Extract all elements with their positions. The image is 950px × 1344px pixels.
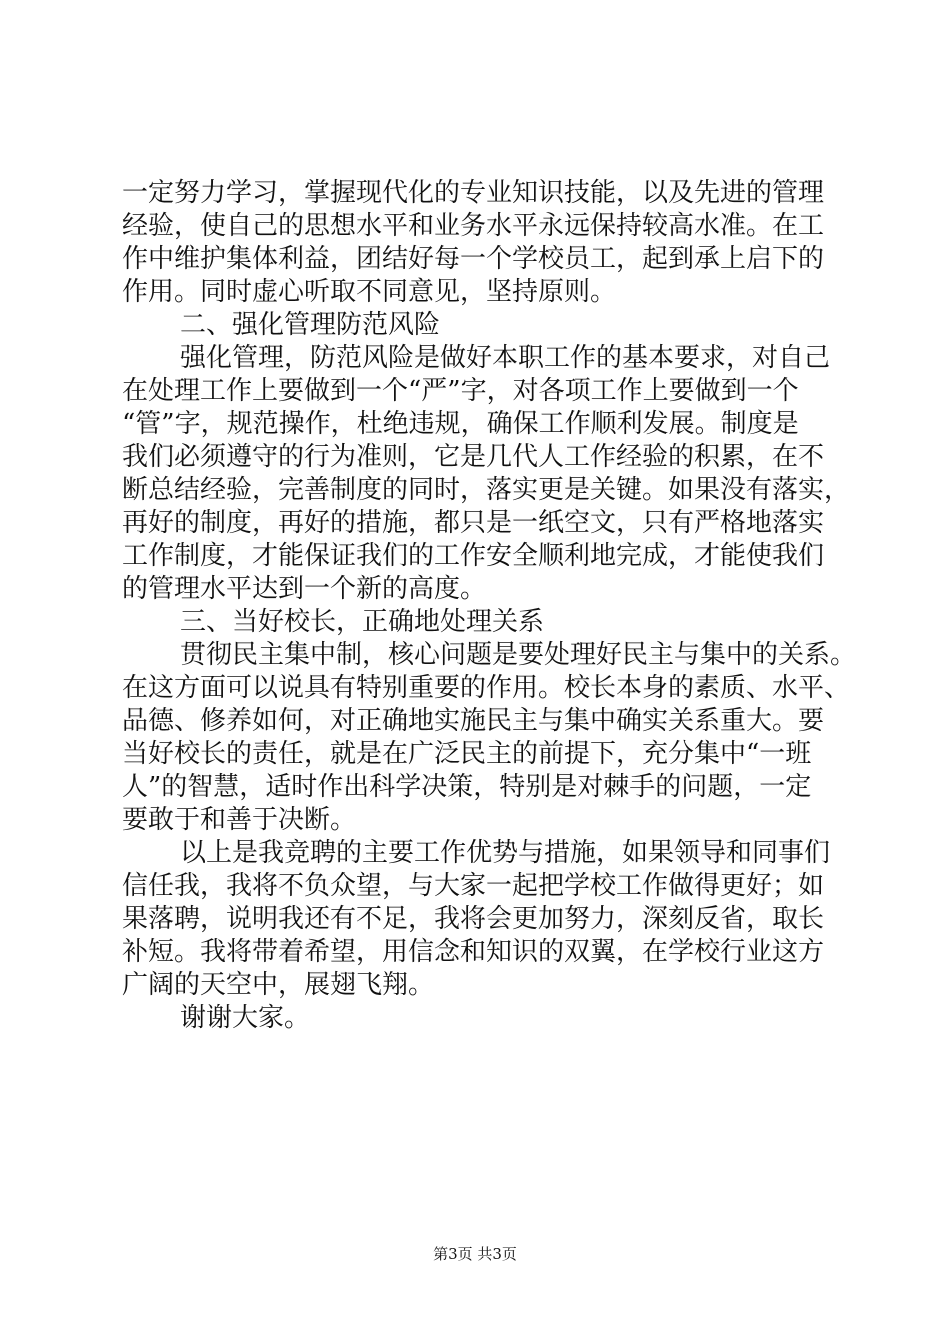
paragraph-line: 补短。我将带着希望，用信念和知识的双翼，在学校行业这方: [122, 937, 825, 967]
paragraph-line: 以上是我竞聘的主要工作优势与措施，如果领导和同事们: [180, 838, 831, 868]
paragraph-line: 的管理水平达到一个新的高度。: [122, 574, 487, 604]
section-heading: 三、当好校长，正确地处理关系: [180, 607, 545, 637]
paragraph-line: 工作制度，才能保证我们的工作安全顺利地完成，才能使我们: [122, 541, 825, 571]
paragraph-line: 人”的智慧，适时作出科学决策，特别是对棘手的问题，一定: [122, 772, 812, 802]
paragraph-line: “管”字，规范操作，杜绝违规，确保工作顺利发展。制度是: [122, 409, 799, 439]
paragraph-line: 作用。同时虚心听取不同意见，坚持原则。: [122, 277, 617, 307]
paragraph-line: 要敢于和善于决断。: [122, 805, 357, 835]
paragraph-line: 广阔的天空中，展翅飞翔。: [122, 970, 435, 1000]
page-number-footer: 第3页 共3页: [433, 1245, 517, 1263]
paragraph-line: 在这方面可以说具有特别重要的作用。校长本身的素质、水平、: [122, 673, 851, 703]
paragraph-line: 当好校长的责任，就是在广泛民主的前提下，充分集中“一班: [122, 739, 812, 769]
paragraph-line: 再好的制度，再好的措施，都只是一纸空文，只有严格地落实: [122, 508, 825, 538]
paragraph-line: 贯彻民主集中制，核心问题是要处理好民主与集中的关系。: [180, 640, 857, 670]
paragraph-line: 作中维护集体利益，团结好每一个学校员工，起到承上启下的: [122, 244, 825, 274]
paragraph-line: 在处理工作上要做到一个“严”字，对各项工作上要做到一个: [122, 376, 799, 406]
paragraph-line: 断总结经验，完善制度的同时，落实更是关键。如果没有落实，: [122, 475, 851, 505]
paragraph-line: 品德、修养如何，对正确地实施民主与集中确实关系重大。要: [122, 706, 825, 736]
paragraph-line: 我们必须遵守的行为准则，它是几代人工作经验的积累，在不: [122, 442, 825, 472]
paragraph-line: 果落聘，说明我还有不足，我将会更加努力，深刻反省，取长: [122, 904, 825, 934]
paragraph-line: 一定努力学习，掌握现代化的专业知识技能，以及先进的管理: [122, 178, 825, 208]
paragraph-line: 强化管理，防范风险是做好本职工作的基本要求，对自己: [180, 343, 831, 373]
paragraph-line: 经验，使自己的思想水平和业务水平永远保持较高水准。在工: [122, 211, 825, 241]
paragraph-line: 信任我，我将不负众望，与大家一起把学校工作做得更好；如: [122, 871, 825, 901]
closing-line: 谢谢大家。: [180, 1003, 311, 1033]
section-heading: 二、强化管理防范风险: [180, 310, 441, 340]
